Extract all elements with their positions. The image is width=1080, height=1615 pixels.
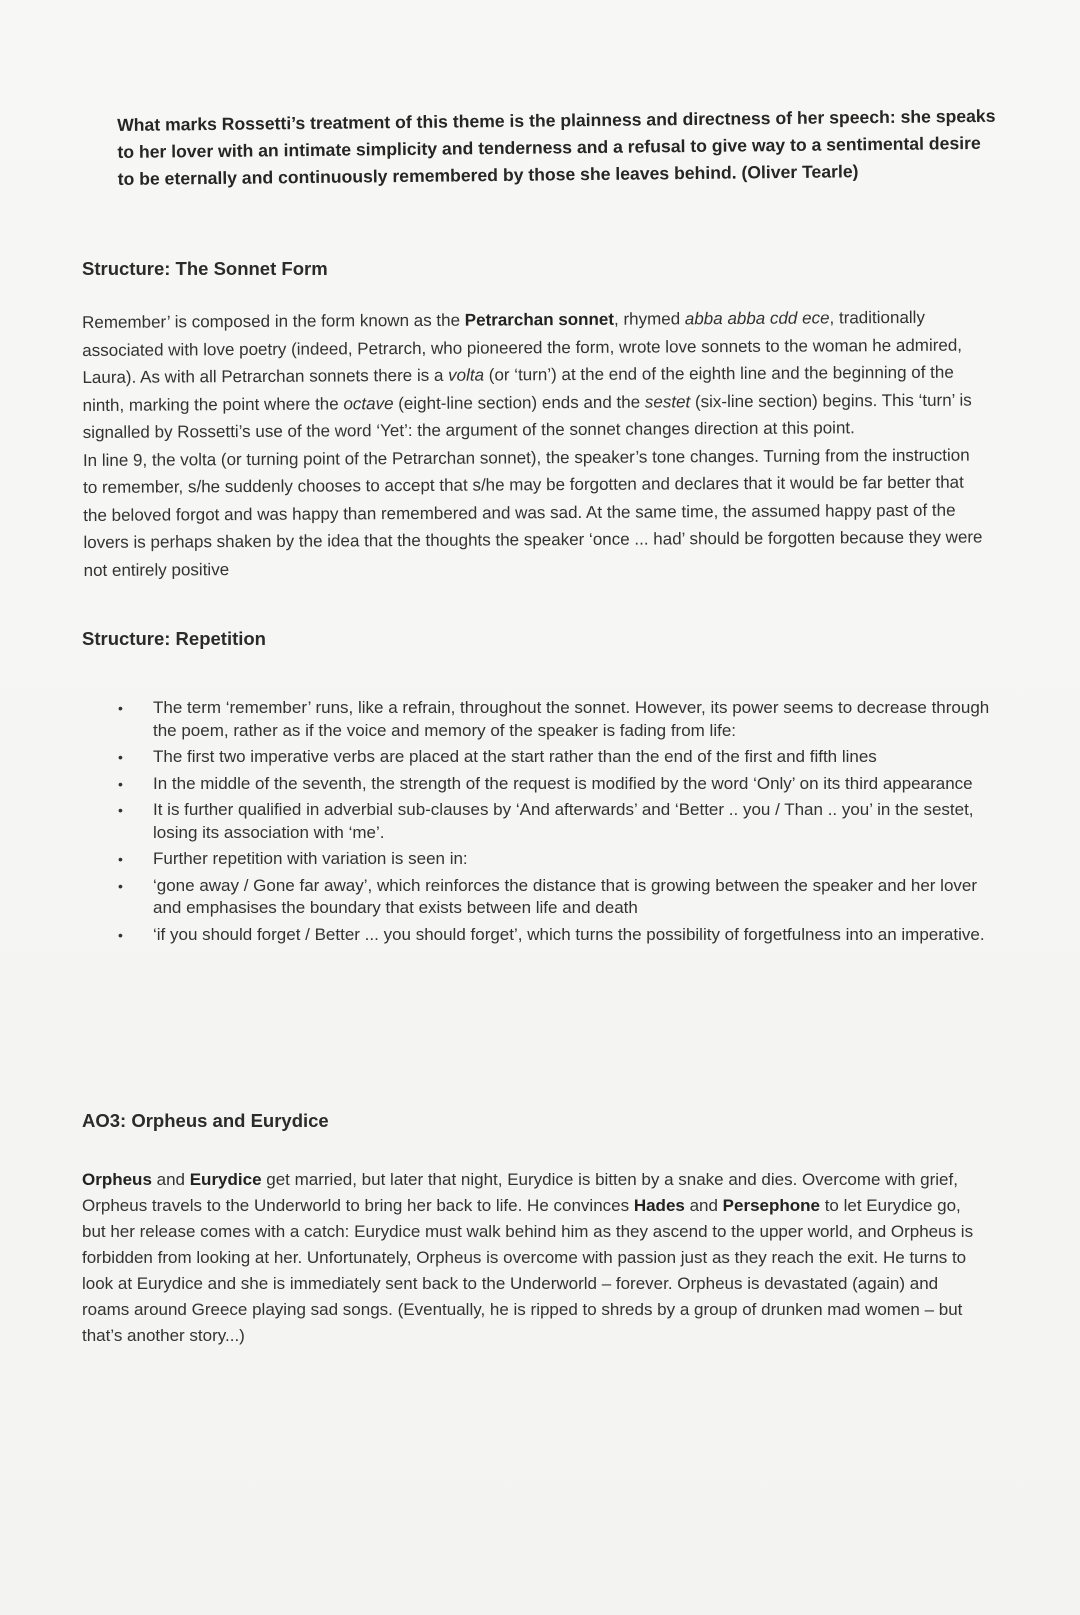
text-run: get married, but later that night, Eurydice is bitten by a snake and dies. Overcome with grief, Orpheus travels to the Underworld to bring her back to life. He convinces	[82, 1170, 958, 1215]
opening-quote: What marks Rossetti’s treatment of this theme is the plainness and directness of her speech: she speaks to her lover with an intimate simplicity and tenderness and a refusal to give way to a sentimental desire to be eternally and continuously remembered by those she leaves behind. (Oliver Tearle)	[117, 105, 996, 189]
text-run: , rhymed	[613, 309, 685, 329]
term-sestet: sestet	[644, 391, 691, 412]
orpheus-eurydice-paragraph	[82, 1167, 982, 1349]
heading-repetition: Structure: Repetition	[82, 628, 266, 649]
name-hades: Hades	[633, 1196, 685, 1215]
text-run: to let Eurydice go, but her release comes with a catch: Eurydice must walk behind him as they ascend to the upper world, and Orpheus is forbidden from looking at her. Unfortunately, Orpheus is overcome with passion just as they reach the exit. He turns to look at Eurydice and she is immediately sent back to the Underworld – forever. Orpheus is devastated (again) and roams around Greece playing sad songs. (Eventually, he is ripped to shreds by a group of drunken mad women – but that’s another story...)	[82, 1196, 974, 1345]
list-item: • It is further qualified in adverbial sub-clauses by ‘And afterwards’ and ‘Better .. you / Than .. you’ in the sestet, losing its association with ‘me’.	[110, 799, 990, 844]
sonnet-form-paragraph-2: In line 9, the volta (or turning point of the Petrarchan sonnet), the speaker’s tone changes. Turning from the instruction to remember, s/he suddenly chooses to accept that s/he may be forgotten and declares that it would be far better that the beloved forgot and was happy than remembered and was sad. At the same time, the assumed happy past of the lovers is perhaps shaken by the idea that the thoughts the speaker ‘once ... had’ should be forgotten because they were not entirely positive	[82, 445, 983, 580]
heading-sonnet-form: Structure: The Sonnet Form	[82, 258, 328, 279]
name-orpheus: Orpheus	[82, 1170, 152, 1189]
list-item: • The first two imperative verbs are placed at the start rather than the end of the first and fifth lines	[110, 746, 990, 769]
sonnet-form-paragraph-1	[82, 304, 983, 447]
sonnet-form-paragraphs	[82, 304, 984, 584]
text-run: and	[684, 1196, 723, 1215]
text-run: (or ‘turn’) at the end of the eighth line and the beginning of the ninth, marking the point where the	[82, 362, 954, 415]
rhyme-scheme: abba abba cdd ece	[684, 308, 830, 329]
repetition-bullet-list	[110, 697, 990, 950]
list-item: • Further repetition with variation is seen in:	[110, 848, 990, 871]
text-run: (eight-line section) ends and the	[393, 392, 645, 413]
text-run: , traditionally associated with love poetry (indeed, Petrarch, who pioneered the form, wrote love sonnets to the woman he admired, Laura). As with all Petrarchan sonnets there is a	[82, 307, 963, 387]
list-item: • In the middle of the seventh, the strength of the request is modified by the word ‘Only’ on its third appearance	[110, 773, 990, 796]
text-run: Remember’ is composed in the form known as the	[82, 310, 465, 332]
name-persephone: Persephone	[722, 1196, 820, 1215]
term-petrarchan-sonnet: Petrarchan sonnet	[464, 309, 615, 330]
list-item: • ‘if you should forget / Better ... you should forget’, which turns the possibility of forgetfulness into an imperative.	[110, 924, 990, 947]
heading-orpheus-eurydice: AO3: Orpheus and Eurydice	[82, 1110, 329, 1131]
name-eurydice: Eurydice	[189, 1170, 262, 1189]
text-run: and	[151, 1170, 190, 1189]
text-run: (six-line section) begins. This ‘turn’ is signalled by Rossetti’s use of the word ‘Yet’: the argument of the sonnet changes direction at this point.	[82, 390, 972, 442]
term-volta: volta	[448, 365, 485, 385]
list-item: • ‘gone away / Gone far away’, which reinforces the distance that is growing between the speaker and her lover and emphasises the boundary that exists between life and death	[110, 875, 990, 920]
term-octave: octave	[343, 393, 394, 413]
list-item: • The term ‘remember’ runs, like a refrain, throughout the sonnet. However, its power seems to decrease through the poem, rather as if the voice and memory of the speaker is fading from life:	[110, 697, 990, 742]
